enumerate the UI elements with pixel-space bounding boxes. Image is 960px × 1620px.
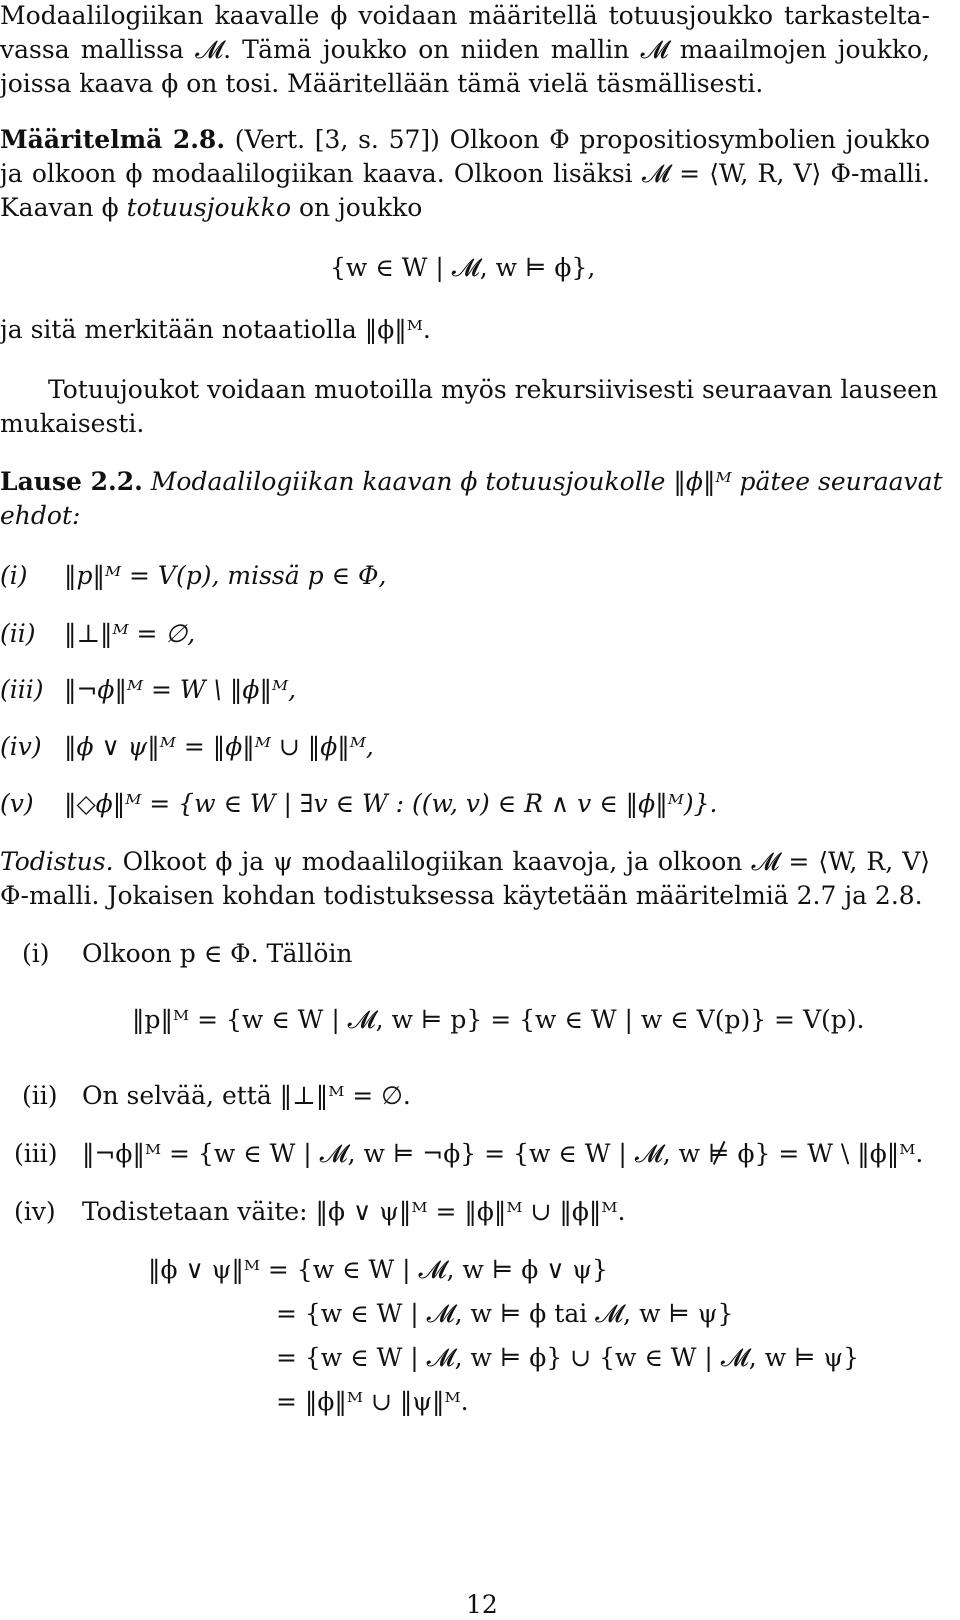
proof-item-text: Olkoon p ∈ Φ. Tällöin: [81, 939, 353, 968]
proof-item-number: (iv): [14, 1197, 56, 1226]
definition-line-3: [0, 192, 422, 224]
theorem-item-text: ‖¬ϕ‖ᴹ = W \ ‖ϕ‖ᴹ,: [63, 675, 297, 704]
definition-line-4: ja sitä merkitään notaatiolla ‖ϕ‖ᴹ.: [0, 315, 431, 344]
proof-line-2: Φ-malli. Jokaisen kohdan todistuksessa käytetään määritelmiä 2.7 ja 2.8.: [0, 881, 923, 910]
theorem-item: [0, 788, 717, 820]
intro-line-2: vassa mallissa 𝓜. Tämä joukko on niiden mallin 𝓜 maailmojen joukko,: [0, 35, 930, 64]
proof-item-ii: [22, 1080, 411, 1112]
proof-item-iv: [14, 1196, 625, 1228]
proof-item-i: [22, 938, 353, 970]
definition-term: totuusjoukko: [126, 193, 291, 222]
definition-line-1: [0, 124, 930, 156]
proof-i-display-formula: ‖p‖ᴹ = {w ∈ W | 𝓜, w ⊨ p} = {w ∈ W | w ∈ V(p)} = V(p).: [132, 1005, 865, 1034]
intro-line-1: Modaalilogiikan kaavalle ϕ voidaan määritellä totuusjoukko tarkastelta-: [0, 1, 930, 30]
theorem-item: [0, 618, 195, 650]
proof-item-text: Todistetaan väite: ‖ϕ ∨ ψ‖ᴹ = ‖ϕ‖ᴹ ∪ ‖ϕ‖ᴹ.: [81, 1197, 626, 1226]
theorem-item: [0, 731, 374, 763]
definition-display-formula: {w ∈ W | 𝓜, w ⊨ ϕ},: [330, 253, 596, 282]
definition-line-1-text: Olkoon Φ propositiosymbolien joukko: [449, 125, 930, 154]
theorem-item-text: ‖p‖ᴹ = V(p), missä p ∈ Φ,: [63, 561, 387, 590]
theorem-label: Lause 2.2.: [0, 467, 143, 496]
theorem-item: [0, 560, 386, 592]
page-number: 12: [466, 1590, 498, 1619]
proof-item-text: ‖¬ϕ‖ᴹ = {w ∈ W | 𝓜, w ⊨ ¬ϕ} = {w ∈ W | 𝓜, w ⊭ ϕ} = W \ ‖ϕ‖ᴹ.: [81, 1139, 924, 1168]
theorem-item-text: ‖ϕ ∨ ψ‖ᴹ = ‖ϕ‖ᴹ ∪ ‖ϕ‖ᴹ,: [63, 732, 374, 761]
para2-line-2: mukaisesti.: [0, 409, 145, 438]
theorem-line-2: ehdot:: [0, 501, 81, 530]
theorem-item-text: ‖⊥‖ᴹ = ∅,: [63, 619, 196, 648]
intro-line-3: joissa kaava ϕ on tosi. Määritellään tämä vielä täsmällisesti.: [0, 69, 764, 98]
definition-line-3-b: on joukko: [291, 193, 423, 222]
proof-iv-display-line: ‖ϕ ∨ ψ‖ᴹ = {w ∈ W | 𝓜, w ⊨ ϕ ∨ ψ}: [148, 1255, 608, 1284]
definition-line-3-a: Kaavan ϕ: [0, 193, 127, 222]
definition-label: Määritelmä 2.8.: [0, 125, 226, 154]
theorem-item-number: (iv): [0, 732, 42, 761]
theorem-item: [0, 674, 296, 706]
theorem-item-text: ‖◇ϕ‖ᴹ = {w ∈ W | ∃v ∈ W : ((w, v) ∈ R ∧ v ∈ ‖ϕ‖ᴹ)}.: [63, 789, 718, 818]
theorem-item-number: (iii): [0, 675, 44, 704]
proof-line-1-text: Olkoot ϕ ja ψ modaalilogiikan kaavoja, ja olkoon 𝓜 = ⟨W, R, V⟩: [122, 847, 930, 876]
proof-item-text: On selvää, että ‖⊥‖ᴹ = ∅.: [81, 1081, 411, 1110]
proof-label: Todistus.: [0, 847, 114, 876]
proof-item-number: (iii): [14, 1139, 58, 1168]
proof-item-number: (ii): [22, 1081, 58, 1110]
theorem-line-1: [0, 466, 943, 498]
definition-ref: (Vert. [3, s. 57]): [234, 125, 440, 154]
proof-line-1: [0, 846, 930, 878]
proof-iv-display-line: = {w ∈ W | 𝓜, w ⊨ ϕ tai 𝓜, w ⊨ ψ}: [276, 1299, 734, 1328]
theorem-item-number: (ii): [0, 619, 36, 648]
para2-line-1: Totuujoukot voidaan muotoilla myös rekursiivisesti seuraavan lauseen: [48, 375, 939, 404]
proof-iv-display-line: = ‖ϕ‖ᴹ ∪ ‖ψ‖ᴹ.: [276, 1387, 469, 1416]
proof-item-number: (i): [22, 939, 50, 968]
theorem-item-number: (i): [0, 561, 28, 590]
definition-line-2: ja olkoon ϕ modaalilogiikan kaava. Olkoon lisäksi 𝓜 = ⟨W, R, V⟩ Φ-malli.: [0, 159, 930, 188]
theorem-line-1-text: Modaalilogiikan kaavan ϕ totuusjoukolle ‖ϕ‖ᴹ pätee seuraavat: [150, 467, 943, 496]
theorem-item-number: (v): [0, 789, 34, 818]
proof-iv-display-line: = {w ∈ W | 𝓜, w ⊨ ϕ} ∪ {w ∈ W | 𝓜, w ⊨ ψ}: [276, 1343, 859, 1372]
proof-item-iii: [14, 1138, 923, 1170]
